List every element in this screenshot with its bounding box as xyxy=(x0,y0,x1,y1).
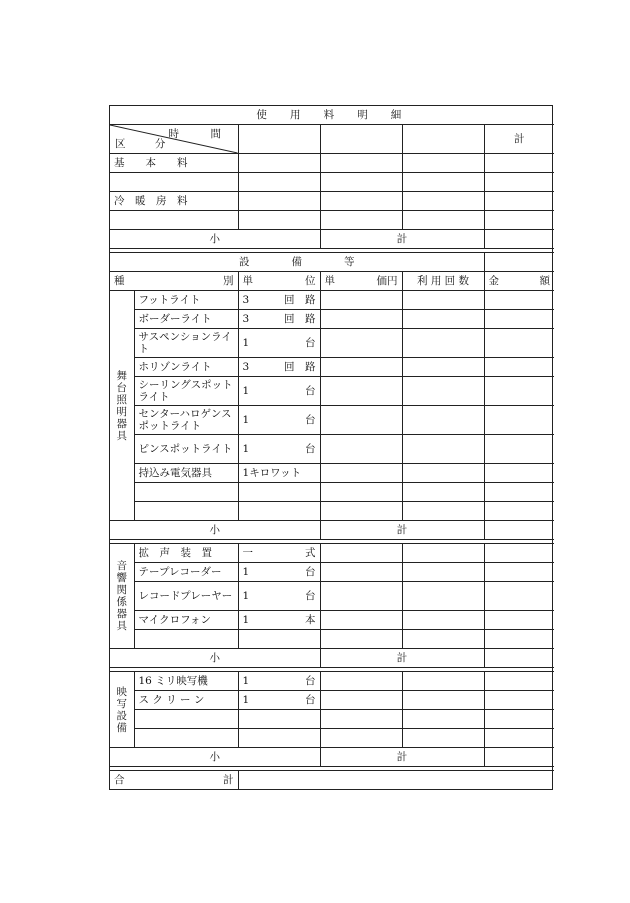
sound-equipment-category-text: 音 響 関 係 器 具 xyxy=(116,560,127,632)
equipment-name: ボーダーライト xyxy=(134,310,238,329)
amount-cell[interactable] xyxy=(484,310,554,329)
amount-cell[interactable] xyxy=(484,630,554,649)
equipment-unit xyxy=(238,291,320,310)
unit-number: 1 xyxy=(242,566,250,578)
amount-cell[interactable] xyxy=(484,611,554,630)
amount-cell[interactable] xyxy=(484,435,554,464)
usage-count-cell[interactable] xyxy=(402,291,484,310)
projector-category xyxy=(110,672,134,748)
equipment-name-blank[interactable] xyxy=(134,483,238,502)
usage-fee-detail-form xyxy=(109,105,553,790)
col-unit-header xyxy=(238,272,320,291)
unit-price-cell[interactable] xyxy=(320,582,402,611)
amount-cell[interactable] xyxy=(484,544,554,563)
equipment-unit xyxy=(238,329,320,358)
equipment-unit-blank[interactable] xyxy=(238,502,320,521)
usage-count-cell[interactable] xyxy=(402,691,484,710)
equipment-unit xyxy=(238,672,320,691)
form-title: 使 用 料 明 細 xyxy=(110,106,554,125)
equipment-name: マイクロフォン xyxy=(134,611,238,630)
equipment-unit-blank[interactable] xyxy=(238,630,320,649)
equipment-name: ス ク リ ー ン xyxy=(134,691,238,710)
amount-cell[interactable] xyxy=(484,291,554,310)
equipment-name: シーリングスポットライト xyxy=(134,377,238,406)
unit-price-cell[interactable] xyxy=(320,691,402,710)
equipment-unit xyxy=(238,310,320,329)
equipment-name: サスペンションライト xyxy=(134,329,238,358)
usage-subtotal-label-left: 小 xyxy=(110,230,320,249)
unit-price-cell[interactable] xyxy=(320,710,402,729)
equipment-name: テープレコーダー xyxy=(134,563,238,582)
usage-count-cell[interactable] xyxy=(402,544,484,563)
fee-table xyxy=(110,106,554,789)
equipment-name: 16 ミリ映写機 xyxy=(134,672,238,691)
col-amount-header xyxy=(484,272,554,291)
ac-fee-cell[interactable] xyxy=(238,192,320,211)
col-price-header xyxy=(320,272,402,291)
unit-price-cell[interactable] xyxy=(320,729,402,748)
equipment-unit xyxy=(238,582,320,611)
equipment-name: フットライト xyxy=(134,291,238,310)
grand-total-value[interactable] xyxy=(238,771,554,790)
fee-cell[interactable] xyxy=(320,211,402,230)
usage-count-cell[interactable] xyxy=(402,672,484,691)
equipment-name: レコードプレーヤー xyxy=(134,582,238,611)
amount-cell[interactable] xyxy=(484,358,554,377)
unit-price-cell[interactable] xyxy=(320,358,402,377)
grand-total-right: 計 xyxy=(223,774,234,786)
amount-cell[interactable] xyxy=(484,483,554,502)
equipment-unit xyxy=(238,358,320,377)
unit-word: 本 xyxy=(305,614,316,626)
fee-cell[interactable] xyxy=(238,211,320,230)
fee-cell[interactable] xyxy=(484,211,554,230)
base-fee-label: 基 本 料 xyxy=(110,154,238,173)
usage-count-cell[interactable] xyxy=(402,435,484,464)
usage-count-cell[interactable] xyxy=(402,329,484,358)
base-fee-cell[interactable] xyxy=(320,154,402,173)
fee-cell[interactable] xyxy=(402,211,484,230)
amount-cell[interactable] xyxy=(484,729,554,748)
amount-cell[interactable] xyxy=(484,377,554,406)
amount-cell[interactable] xyxy=(484,672,554,691)
unit-word: 台 xyxy=(305,566,316,578)
equipment-unit xyxy=(238,377,320,406)
col-unit-text2: 位 xyxy=(305,275,316,287)
projector-subtotal-left: 小 xyxy=(110,748,320,767)
base-fee-total[interactable] xyxy=(484,154,554,173)
projector-subtotal-value[interactable] xyxy=(484,748,554,767)
usage-count-cell[interactable] xyxy=(402,710,484,729)
unit-number: 一 xyxy=(242,547,253,559)
usage-count-cell[interactable] xyxy=(402,310,484,329)
equipment-title: 設 備 等 xyxy=(110,253,484,272)
stage-subtotal-right: 計 xyxy=(320,521,484,540)
fee-cell[interactable] xyxy=(320,173,402,192)
sound-subtotal-value[interactable] xyxy=(484,649,554,668)
unit-word: 台 xyxy=(305,385,316,397)
unit-word: 台 xyxy=(305,675,316,687)
usage-subtotal-value[interactable] xyxy=(484,230,554,249)
unit-word: 台 xyxy=(305,337,316,349)
equipment-name-blank[interactable] xyxy=(134,630,238,649)
header-total: 計 xyxy=(484,125,554,154)
unit-number: 1 xyxy=(242,467,250,479)
sound-subtotal-left: 小 xyxy=(110,649,320,668)
unit-price-cell[interactable] xyxy=(320,672,402,691)
unit-price-cell[interactable] xyxy=(320,435,402,464)
fee-cell[interactable] xyxy=(484,173,554,192)
unit-number: 3 xyxy=(242,313,250,325)
usage-count-cell[interactable] xyxy=(402,582,484,611)
unit-number: 1 xyxy=(242,414,250,426)
unit-price-cell[interactable] xyxy=(320,563,402,582)
col-amount-text2: 額 xyxy=(539,275,551,287)
equipment-name: センターハロゲンスポットライト xyxy=(134,406,238,435)
equipment-name: 持込み電気器具 xyxy=(134,464,238,483)
header-kubun: 区 分 xyxy=(115,138,175,150)
equipment-title-blank xyxy=(484,253,554,272)
unit-price-cell[interactable] xyxy=(320,291,402,310)
amount-cell[interactable] xyxy=(484,691,554,710)
equipment-name: 拡 声 装 置 xyxy=(134,544,238,563)
fee-cell[interactable] xyxy=(402,173,484,192)
equipment-unit xyxy=(238,611,320,630)
unit-number: 1 xyxy=(242,614,250,626)
projector-subtotal-right: 計 xyxy=(320,748,484,767)
unit-word: 台 xyxy=(305,694,316,706)
usage-subtotal-label-right: 計 xyxy=(320,230,484,249)
ac-fee-cell[interactable] xyxy=(320,192,402,211)
amount-cell[interactable] xyxy=(484,563,554,582)
unit-word: 回 路 xyxy=(284,361,316,373)
equipment-unit xyxy=(238,435,320,464)
unit-word: キロワット xyxy=(249,467,302,479)
col-price-text: 単 xyxy=(324,275,335,287)
equipment-unit-blank[interactable] xyxy=(238,483,320,502)
unit-price-cell[interactable] xyxy=(320,483,402,502)
equipment-name-blank[interactable] xyxy=(134,710,238,729)
col-type-text: 種 xyxy=(114,275,125,287)
unit-number: 3 xyxy=(242,294,250,306)
unit-number: 3 xyxy=(242,361,250,373)
ac-fee-label: 冷 暖 房 料 xyxy=(110,192,238,211)
usage-count-cell[interactable] xyxy=(402,502,484,521)
header-time: 時 間 xyxy=(168,128,232,140)
amount-cell[interactable] xyxy=(484,502,554,521)
amount-cell[interactable] xyxy=(484,582,554,611)
stage-subtotal-value[interactable] xyxy=(484,521,554,540)
equipment-name-blank[interactable] xyxy=(134,729,238,748)
unit-word: 回 路 xyxy=(284,294,316,306)
col-amount-text: 金 xyxy=(488,275,499,287)
unit-price-cell[interactable] xyxy=(320,406,402,435)
base-fee-cell[interactable] xyxy=(238,154,320,173)
stage-subtotal-left: 小 xyxy=(110,521,320,540)
equipment-name: ピンスポットライト xyxy=(134,435,238,464)
unit-number: 1 xyxy=(242,694,250,706)
unit-price-cell[interactable] xyxy=(320,464,402,483)
unit-number: 1 xyxy=(242,385,250,397)
projector-category-text: 映 写 設 備 xyxy=(116,685,127,734)
stage-lighting-category xyxy=(110,291,134,521)
time-slot-3[interactable] xyxy=(402,125,484,154)
empty-label xyxy=(110,211,238,230)
col-type-text2: 別 xyxy=(223,275,234,287)
equipment-unit xyxy=(238,691,320,710)
equipment-unit-blank[interactable] xyxy=(238,710,320,729)
unit-price-cell[interactable] xyxy=(320,502,402,521)
amount-cell[interactable] xyxy=(484,710,554,729)
unit-word: 回 路 xyxy=(284,313,316,325)
unit-word: 台 xyxy=(305,414,316,426)
sound-equipment-category xyxy=(110,544,134,649)
equipment-unit xyxy=(238,464,320,483)
col-count-header: 利 用 回 数 xyxy=(402,272,484,291)
unit-price-cell[interactable] xyxy=(320,544,402,563)
unit-number: 1 xyxy=(242,337,250,349)
usage-count-cell[interactable] xyxy=(402,464,484,483)
empty-label xyxy=(110,173,238,192)
usage-count-cell[interactable] xyxy=(402,406,484,435)
grand-total-left: 合 xyxy=(114,774,125,786)
unit-word: 台 xyxy=(305,590,316,602)
equipment-unit-blank[interactable] xyxy=(238,729,320,748)
sound-subtotal-right: 計 xyxy=(320,649,484,668)
time-kubun-header xyxy=(110,125,238,154)
unit-number: 1 xyxy=(242,675,250,687)
base-fee-cell[interactable] xyxy=(402,154,484,173)
usage-count-cell[interactable] xyxy=(402,611,484,630)
unit-number: 1 xyxy=(242,443,250,455)
stage-lighting-category-text: 舞 台 照 明 器 具 xyxy=(116,369,127,442)
usage-count-cell[interactable] xyxy=(402,729,484,748)
amount-cell[interactable] xyxy=(484,464,554,483)
unit-price-cell[interactable] xyxy=(320,377,402,406)
unit-number: 1 xyxy=(242,590,250,602)
unit-word: 台 xyxy=(305,443,316,455)
usage-count-cell[interactable] xyxy=(402,630,484,649)
col-unit-text: 単 xyxy=(242,275,253,287)
amount-cell[interactable] xyxy=(484,406,554,435)
ac-fee-total[interactable] xyxy=(484,192,554,211)
unit-price-cell[interactable] xyxy=(320,630,402,649)
equipment-unit xyxy=(238,563,320,582)
unit-price-cell[interactable] xyxy=(320,329,402,358)
usage-count-cell[interactable] xyxy=(402,377,484,406)
usage-count-cell[interactable] xyxy=(402,358,484,377)
fee-cell[interactable] xyxy=(238,173,320,192)
usage-count-cell[interactable] xyxy=(402,563,484,582)
usage-count-cell[interactable] xyxy=(402,483,484,502)
unit-price-cell[interactable] xyxy=(320,611,402,630)
grand-total-label xyxy=(110,771,238,790)
equipment-name: ホリゾンライト xyxy=(134,358,238,377)
equipment-unit xyxy=(238,406,320,435)
time-slot-2[interactable] xyxy=(320,125,402,154)
equipment-name-blank[interactable] xyxy=(134,502,238,521)
ac-fee-cell[interactable] xyxy=(402,192,484,211)
unit-price-cell[interactable] xyxy=(320,310,402,329)
time-slot-1[interactable] xyxy=(238,125,320,154)
col-type-header xyxy=(110,272,238,291)
amount-cell[interactable] xyxy=(484,329,554,358)
col-price-text2: 価円 xyxy=(376,275,398,287)
equipment-unit xyxy=(238,544,320,563)
unit-word: 式 xyxy=(305,547,316,559)
